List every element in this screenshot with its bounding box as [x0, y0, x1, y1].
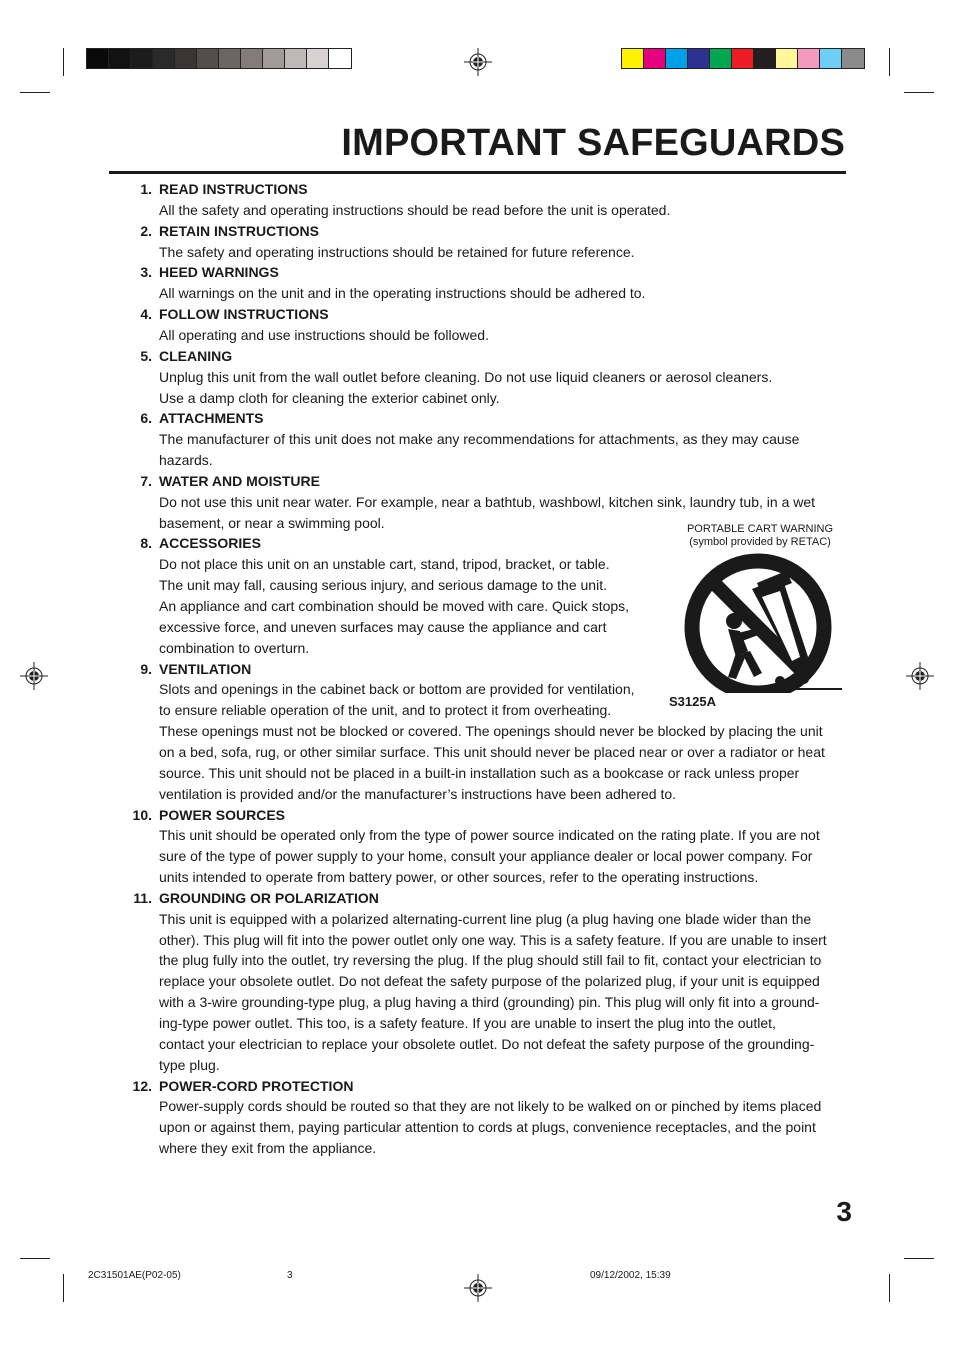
- section-number: 1.: [140, 181, 152, 197]
- section-number: 3.: [140, 264, 152, 281]
- color-swatch: [776, 49, 798, 68]
- section-text-line: sure of the type of power supply to your home, consult your appliance dealer or local power company. For: [159, 848, 813, 865]
- section-number: 11.: [133, 889, 152, 906]
- section-text-line: the plug fully into the outlet, try reversing the plug. If the plug should still fail to fit, contact your electrician to: [159, 952, 822, 969]
- color-swatch: [820, 49, 842, 68]
- section-text-line: Power-supply cords should be routed so that they are not likely to be walked on or pinched by items placed: [159, 1098, 822, 1115]
- color-swatch: [263, 49, 285, 68]
- section-heading: ACCESSORIES: [159, 535, 261, 552]
- color-swatch: [666, 49, 688, 68]
- crop-mark: [20, 92, 50, 93]
- registration-mark-icon: [464, 1274, 492, 1302]
- page-number: 3: [836, 1196, 852, 1227]
- section-text-line: on a bed, sofa, rug, or other similar surface. This unit should never be placed near or over a radiator or heat: [159, 743, 825, 760]
- section-heading: READ INSTRUCTIONS: [159, 181, 308, 197]
- section-number: 12.: [132, 1077, 152, 1094]
- section-heading: POWER SOURCES: [159, 806, 286, 823]
- color-swatch: [109, 49, 131, 68]
- section-heading: VENTILATION: [159, 660, 252, 677]
- color-swatch: [219, 49, 241, 68]
- section-heading: POWER-CORD PROTECTION: [159, 1077, 354, 1094]
- section-text-line: The unit may fall, causing serious injury, and serious damage to the unit.: [159, 577, 607, 594]
- crop-mark: [889, 48, 890, 76]
- gray-scale-bar: [86, 48, 352, 69]
- section-text-line: other). This plug will fit into the power outlet only one way. This is a safety feature. If you are unable to insert: [159, 931, 827, 948]
- crop-mark: [889, 1274, 890, 1302]
- section-text-line: All the safety and operating instructions should be read before the unit is operated.: [159, 201, 671, 218]
- section-text-line: Slots and openings in the cabinet back or bottom are provided for ventilation,: [159, 681, 635, 698]
- section-number: 2.: [140, 222, 152, 239]
- cart-warning-code: S3125A: [669, 694, 716, 709]
- color-bar: [621, 48, 865, 69]
- color-swatch: [131, 49, 153, 68]
- color-swatch: [644, 49, 666, 68]
- color-swatch: [622, 49, 644, 68]
- color-swatch: [285, 49, 307, 68]
- color-swatch: [241, 49, 263, 68]
- section-number: 6.: [140, 410, 152, 427]
- section-text-line: combination to overturn.: [159, 639, 310, 656]
- section-text-line: Do not use this unit near water. For example, near a bathtub, washbowl, kitchen sink, laundry tub, in a wet: [159, 493, 816, 510]
- registration-mark-icon: [20, 662, 48, 690]
- cart-warning-caption: [670, 523, 850, 549]
- color-swatch: [87, 49, 109, 68]
- crop-mark: [904, 92, 934, 93]
- color-swatch: [732, 49, 754, 68]
- color-swatch: [798, 49, 820, 68]
- section-number: 5.: [140, 347, 152, 364]
- section-text-line: replace your obsolete outlet. Do not defeat the safety purpose of the polarized plug, if your unit is equipped: [159, 973, 820, 990]
- cart-warning-caption-line2: (symbol provided by RETAC): [689, 536, 831, 548]
- color-swatch: [688, 49, 710, 68]
- section-text-line: This unit should be operated only from the type of power source indicated on the rating plate. If you are not: [159, 827, 820, 844]
- section-heading: CLEANING: [159, 347, 233, 364]
- color-swatch: [175, 49, 197, 68]
- section-text-line: upon or against them, paying particular attention to cords at plugs, convenience receptacles, and the point: [159, 1119, 816, 1136]
- section-text-line: An appliance and cart combination should be moved with care. Quick stops,: [159, 598, 630, 614]
- section-text-line: The manufacturer of this unit does not make any recommendations for attachments, as they may cause: [159, 431, 800, 448]
- color-swatch: [329, 49, 351, 68]
- color-swatch: [153, 49, 175, 68]
- crop-mark: [904, 1258, 934, 1259]
- section-text-line: Unplug this unit from the wall outlet before cleaning. Do not use liquid cleaners or aerosol cleaners.: [159, 368, 773, 385]
- color-swatch: [842, 49, 864, 68]
- footer-page: 3: [287, 1270, 293, 1281]
- section-text-line: These openings must not be blocked or covered. The openings should never be blocked by placing the unit: [159, 723, 823, 740]
- color-swatch: [754, 49, 776, 68]
- page-title: IMPORTANT SAFEGUARDS: [341, 122, 845, 164]
- section-text-line: hazards.: [159, 452, 213, 469]
- footer-doc-code: 2C31501AE(P02-05): [88, 1270, 181, 1281]
- crop-mark: [20, 1258, 50, 1259]
- section-text-line: All operating and use instructions should be followed.: [159, 326, 489, 343]
- section-text-line: The safety and operating instructions should be retained for future reference.: [159, 243, 635, 260]
- section-text-line: to ensure reliable operation of the unit, and to protect it from overheating.: [159, 702, 612, 719]
- section-text-line: Use a damp cloth for cleaning the exterior cabinet only.: [159, 389, 500, 406]
- section-heading: HEED WARNINGS: [159, 264, 279, 281]
- section-text-line: ing-type power outlet. This too, is a safety feature. If you are unable to insert the plug into the outlet,: [159, 1015, 776, 1031]
- section-number: 7.: [140, 472, 152, 489]
- section-text-line: where they exit from the appliance.: [159, 1140, 377, 1157]
- section-number: 4.: [140, 306, 152, 323]
- section-text-line: All warnings on the unit and in the operating instructions should be adhered to.: [159, 285, 646, 302]
- section-text-line: ventilation is provided and/or the manufacturer’s instructions have been adhered to.: [159, 785, 677, 802]
- cart-warning-caption-line1: PORTABLE CART WARNING: [686, 523, 834, 535]
- section-number: 10.: [132, 806, 152, 823]
- registration-mark-icon: [464, 48, 492, 76]
- section-text-line: This unit is equipped with a polarized alternating-current line plug (a plug having one blade wider than the: [159, 910, 812, 927]
- section-text-line: basement, or near a swimming pool.: [159, 514, 385, 531]
- section-number: 8.: [140, 535, 152, 552]
- cart-tip-over-warning-icon: [684, 553, 844, 693]
- registration-mark-icon: [906, 662, 934, 690]
- section-heading: RETAIN INSTRUCTIONS: [159, 222, 319, 239]
- section-text-line: units intended to operate from battery power, or other sources, refer to the operating instructions.: [159, 869, 759, 886]
- section-text-line: excessive force, and uneven surfaces may cause the appliance and cart: [159, 618, 607, 635]
- crop-mark: [63, 1274, 64, 1302]
- footer-date: 09/12/2002, 15:39: [590, 1270, 671, 1281]
- crop-mark: [63, 48, 64, 76]
- section-heading: FOLLOW INSTRUCTIONS: [159, 306, 329, 323]
- color-swatch: [710, 49, 732, 68]
- section-text-line: source. This unit should not be placed in a built-in installation such as a bookcase or rack unless proper: [159, 764, 800, 781]
- title-rule: [109, 171, 846, 174]
- section-text-line: Do not place this unit on an unstable cart, stand, tripod, bracket, or table.: [159, 556, 610, 573]
- section-text-line: with a 3-wire grounding-type plug, a plug having a third (grounding) pin. This plug will only fit into a ground-: [159, 994, 820, 1011]
- color-swatch: [307, 49, 329, 68]
- section-heading: ATTACHMENTS: [159, 410, 264, 427]
- color-swatch: [197, 49, 219, 68]
- section-number: 9.: [140, 660, 152, 677]
- section-text-line: contact your electrician to replace your obsolete outlet. Do not defeat the safety purpose of the grounding-: [159, 1035, 815, 1052]
- section-text-line: type plug.: [159, 1056, 220, 1073]
- section-heading: WATER AND MOISTURE: [159, 472, 320, 489]
- section-heading: GROUNDING OR POLARIZATION: [159, 889, 379, 906]
